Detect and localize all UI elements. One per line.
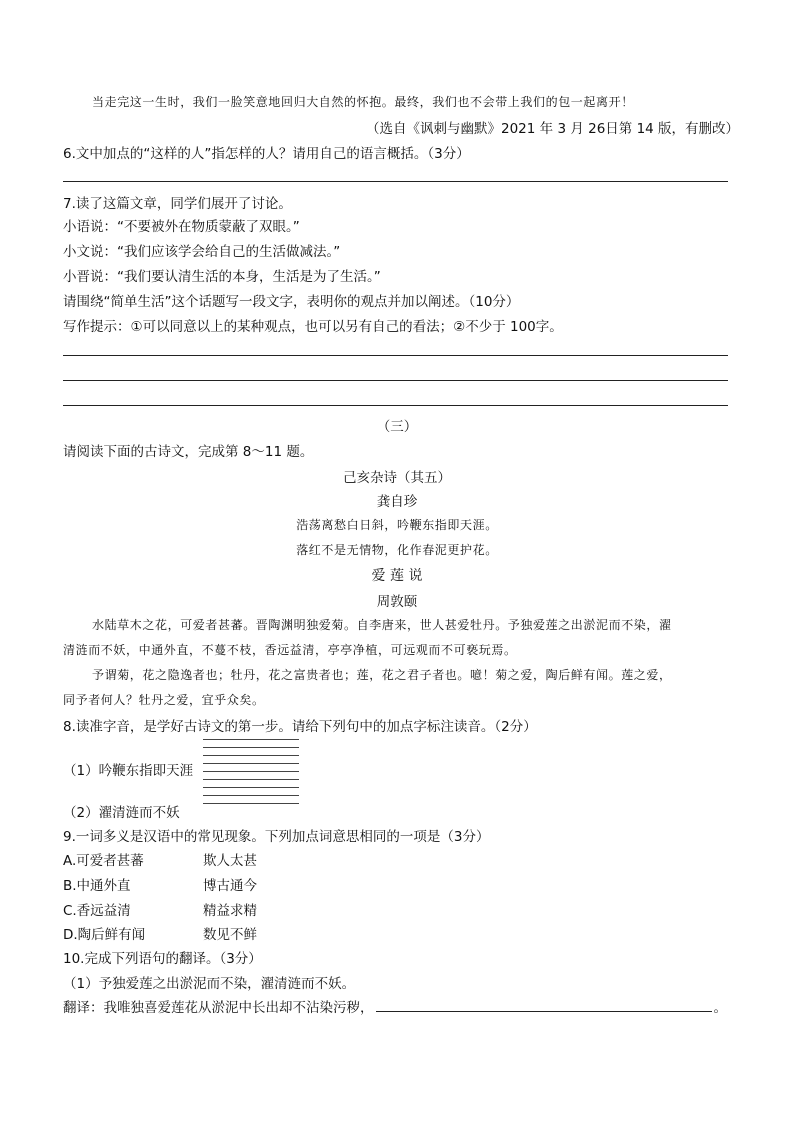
passage-last-line: 当走完这一生时，我们一脸笑意地回归大自然的怀抱。最终，我们也不会带上我们的包一起离开！ xyxy=(92,95,634,109)
answer-line-q7-1[interactable] xyxy=(63,355,728,356)
q7-quote-3: 小晋说：“我们要认清生活的本身，生活是为了生活。” xyxy=(63,269,381,285)
q7-hint: 写作提示：①可以同意以上的某种观点，也可以另有自己的看法；②不少于 100字。 xyxy=(63,319,563,335)
question-6: 6.文中加点的“这样的人”指怎样的人？请用自己的语言概括。（3分） xyxy=(63,146,470,162)
q8-item-2: （2）濯清涟而不妖 xyxy=(63,805,180,821)
q9-option-b-right: 博古通今 xyxy=(203,878,257,894)
q10-translation-blank[interactable] xyxy=(376,997,712,1012)
q8-item-1: （1）吟鞭东指即天涯 xyxy=(63,763,194,779)
poem-line-1: 浩荡离愁白日斜，吟鞭东指即天涯。 xyxy=(296,518,498,532)
essay-para1-line2: 清涟而不妖，中通外直，不蔓不枝，香远益清，亭亭净植，可远观而不可亵玩焉。 xyxy=(63,643,517,657)
question-9: 9.一词多义是汉语中的常见现象。下列加点词意思相同的一项是（3分） xyxy=(63,829,490,845)
essay-author: 周敦颐 xyxy=(376,594,418,610)
question-10: 10.完成下列语句的翻译。（3分） xyxy=(63,951,262,967)
q7-quote-2: 小文说：“我们应该学会给自己的生活做减法。” xyxy=(63,244,341,260)
q7-quote-1: 小语说：“不要被外在物质蒙蔽了双眼。” xyxy=(63,219,300,235)
q10-item-1: （1）予独爱莲之出淤泥而不染，濯清涟而不妖。 xyxy=(63,976,356,992)
question-7-intro: 7.读了这篇文章，同学们展开了讨论。 xyxy=(63,196,292,212)
essay-para1-line1: 水陆草木之花，可爱者甚蕃。晋陶渊明独爱菊。自李唐来，世人甚爱牡丹。予独爱莲之出淤泥而不染，濯 xyxy=(92,618,672,632)
poem-title: 己亥杂诗（其五） xyxy=(343,470,451,486)
question-8: 8.读准字音，是学好古诗文的第一步。请给下列句中的加点字标注读音。（2分） xyxy=(63,719,537,735)
answer-line-q7-2[interactable] xyxy=(63,380,728,381)
q10-translation-row xyxy=(63,996,727,1016)
q10-translation-suffix: 。 xyxy=(713,1000,727,1016)
source-note: （选自《讽刺与幽默》2021 年 3 月 26日第 14 版，有删改） xyxy=(366,121,740,137)
q9-option-c-right: 精益求精 xyxy=(203,903,257,919)
q9-option-a-right: 欺人太甚 xyxy=(203,853,257,869)
q7-task: 请围绕“简单生活”这个话题写一段文字，表明你的观点并加以阐述。（10分） xyxy=(63,294,520,310)
q9-option-a-left[interactable]: A.可爱者甚蕃 xyxy=(63,853,144,869)
q9-option-d-left[interactable]: D.陶后鲜有闻 xyxy=(63,927,146,943)
pinyin-writing-grid[interactable] xyxy=(203,739,299,811)
essay-para2-line1: 予谓菊，花之隐逸者也；牡丹，花之富贵者也；莲，花之君子者也。噫！菊之爱，陶后鲜有闻。莲之爱， xyxy=(92,668,672,682)
answer-line-q6[interactable] xyxy=(63,181,728,182)
section-label: （三） xyxy=(376,419,418,435)
answer-line-q7-3[interactable] xyxy=(63,405,728,406)
q9-option-d-right: 数见不鲜 xyxy=(203,927,257,943)
essay-para2-line2: 同予者何人？牡丹之爱，宜乎众矣。 xyxy=(63,693,265,707)
q9-option-b-left[interactable]: B.中通外直 xyxy=(63,878,131,894)
q10-translation-prefix: 翻译：我唯独喜爱莲花从淤泥中长出却不沾染污秽， xyxy=(63,1000,374,1016)
poem-author: 龚自珍 xyxy=(376,494,418,510)
poem-line-2: 落红不是无情物，化作春泥更护花。 xyxy=(296,543,498,557)
q9-option-c-left[interactable]: C.香远益清 xyxy=(63,903,131,919)
essay-title: 爱 莲 说 xyxy=(371,568,423,584)
section-intro: 请阅读下面的古诗文，完成第 8～11 题。 xyxy=(63,444,314,460)
